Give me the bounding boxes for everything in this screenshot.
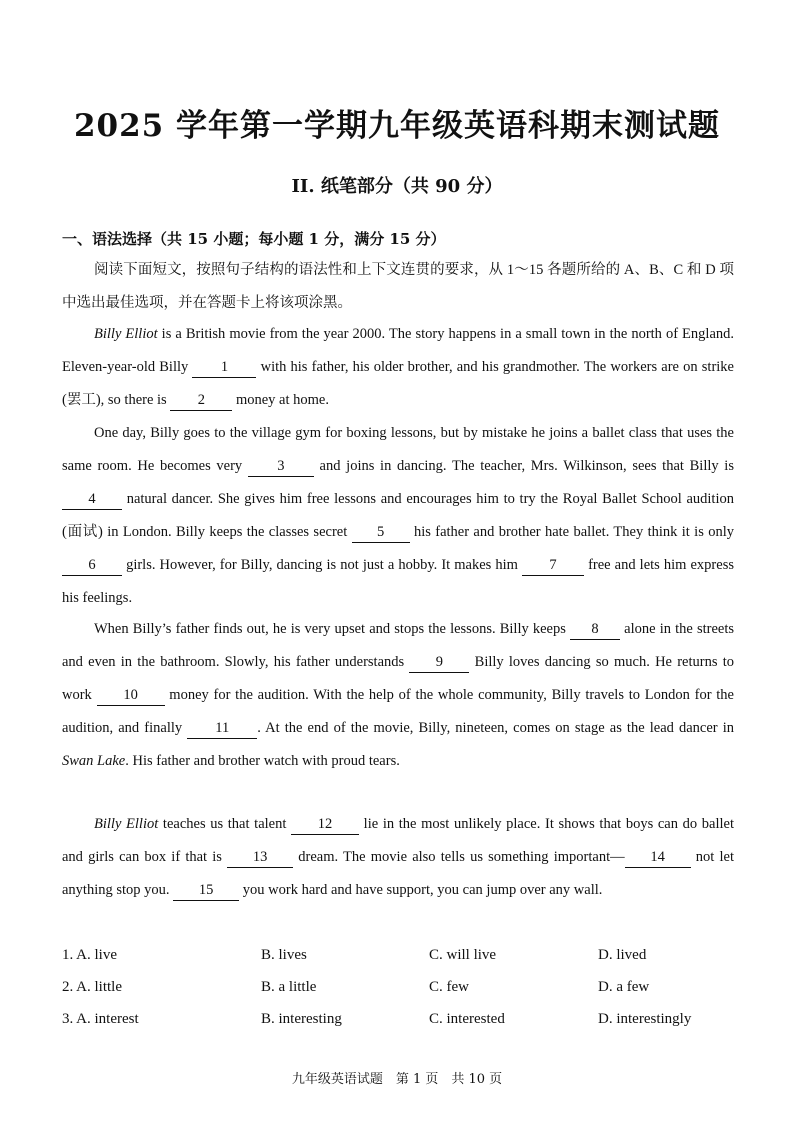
question-3-options — [62, 1007, 734, 1039]
blank-4: 4 — [62, 489, 122, 510]
blank-10: 10 — [97, 685, 165, 706]
blank-12: 12 — [291, 814, 359, 835]
option-d[interactable]: D. interestingly — [598, 1011, 692, 1027]
option-c[interactable]: C. will live — [429, 947, 497, 963]
option-b[interactable]: B. a little — [261, 979, 317, 995]
option-d[interactable]: D. a few — [598, 979, 650, 995]
page-footer: 九年级英语试题 第 1 页 共 10 页 — [291, 1072, 503, 1087]
blank-7: 7 — [522, 555, 584, 576]
blank-6: 6 — [62, 555, 122, 576]
exam-subtitle: II. 纸笔部分（共 90 分） — [291, 176, 503, 197]
exam-title: 2025 学年第一学期九年级英语科期末测试题 — [73, 108, 721, 144]
blank-11: 11 — [187, 718, 257, 739]
option-b[interactable]: B. interesting — [261, 1011, 342, 1027]
blank-15: 15 — [173, 880, 239, 901]
passage-paragraph-2: One day, Billy goes to the village gym for boxing lessons, but by mistake he joins a ballet class that uses the same room. He becomes very 3 and joins in dancing. The teacher, Mrs. Wilkinson, sees that Billy is 4 natural dancer. She gives him free lessons and encourages him to try the Royal Ballet School audition (面试) in London. Billy keeps the classes secret 5 his father and brother hate ballet. They think it is only 6 girls. However, for Billy, dancing is not just a hobby. It makes him 7 free and lets him express his feelings. — [62, 425, 734, 606]
option-a[interactable]: 3. A. interest — [62, 1011, 139, 1027]
question-1-options — [62, 943, 734, 975]
passage-paragraph-1: Billy Elliot is a British movie from the year 2000. The story happens in a small town in the north of England. Eleven-year-old Billy 1 with his father, his older brother, and his grandmother. The workers are on strike (罢工), so there is 2 money at home. — [62, 318, 734, 417]
option-a[interactable]: 1. A. live — [62, 947, 117, 963]
option-c[interactable]: C. few — [429, 979, 469, 995]
option-c[interactable]: C. interested — [429, 1011, 505, 1027]
passage-paragraph-3: When Billy’s father finds out, he is very upset and stops the lessons. Billy keeps 8 alone in the streets and even in the bathroom. Slowly, his father understands 9 Billy loves dancing so much. He returns to work 10 money for the audition. With the help of the whole community, Billy travels to London for the audition, and finally 11 . At the end of the movie, Billy, nineteen, comes on stage as the lead dancer in Swan Lake. His father and brother watch with proud tears. — [62, 621, 735, 769]
section-heading: 一、语法选择（共 15 小题；每小题 1 分，满分 15 分） — [62, 230, 446, 248]
blank-5: 5 — [352, 522, 410, 543]
option-b[interactable]: B. lives — [261, 947, 307, 963]
blank-8: 8 — [570, 619, 620, 640]
blank-2: 2 — [170, 390, 232, 411]
passage-paragraph-4: Billy Elliot teaches us that talent 12 lie in the most unlikely place. It shows that boys can do ballet and girls can box if that is 13 dream. The movie also tells us something important— 14 not let anything stop you. 15 you work hard and have support, you can jump over any wall. — [62, 808, 734, 907]
blank-14: 14 — [625, 847, 691, 868]
blank-13: 13 — [227, 847, 293, 868]
question-2-options — [62, 975, 734, 1007]
blank-1: 1 — [192, 357, 256, 378]
option-a[interactable]: 2. A. little — [62, 979, 122, 995]
blank-9: 9 — [409, 652, 469, 673]
answer-options — [62, 943, 734, 1039]
option-d[interactable]: D. lived — [598, 947, 647, 963]
instructions: 阅读下面短文，按照句子结构的语法性和上下文连贯的要求，从 1～15 各题所给的 A、B、C 和 D 项中选出最佳选项，并在答题卡上将该项涂黑。 — [62, 262, 734, 311]
blank-3: 3 — [248, 456, 314, 477]
